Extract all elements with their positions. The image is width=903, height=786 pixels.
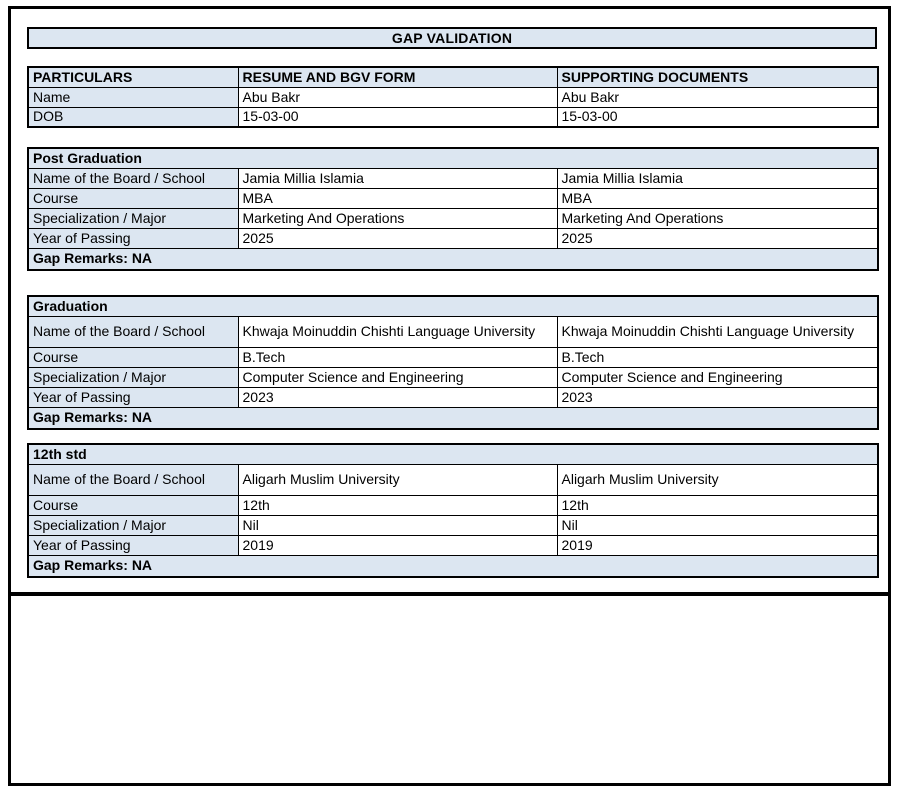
cell-year-resume: 2019 — [238, 535, 557, 555]
cell-year-supporting: 2025 — [557, 228, 878, 248]
field-label-year: Year of Passing — [28, 228, 238, 248]
table-row — [28, 228, 878, 248]
section-title-row — [28, 148, 878, 168]
gap-remarks: Gap Remarks: NA — [28, 555, 878, 577]
column-header-particulars: PARTICULARS — [28, 67, 238, 87]
table-row — [28, 464, 878, 495]
column-header-supporting: SUPPORTING DOCUMENTS — [557, 67, 878, 87]
cell-specialization-resume: Computer Science and Engineering — [238, 367, 557, 387]
page-title: GAP VALIDATION — [391, 30, 513, 46]
cell-board-supporting: Aligarh Muslim University — [557, 464, 878, 495]
field-label-board: Name of the Board / School — [28, 316, 238, 347]
cell-course-resume: 12th — [238, 495, 557, 515]
cell-name-resume: Abu Bakr — [238, 87, 557, 107]
section-title: Graduation — [28, 296, 878, 316]
table-row — [28, 188, 878, 208]
table-row — [28, 208, 878, 228]
table-row — [28, 495, 878, 515]
table-row — [28, 107, 878, 127]
cell-board-supporting: Jamia Millia Islamia — [557, 168, 878, 188]
section-table-graduation — [27, 295, 879, 430]
cell-dob-supporting: 15-03-00 — [557, 107, 878, 127]
cell-year-supporting: 2019 — [557, 535, 878, 555]
gap-remarks-row — [28, 248, 878, 270]
section-title-row — [28, 444, 878, 464]
cell-course-supporting: MBA — [557, 188, 878, 208]
cell-year-supporting: 2023 — [557, 387, 878, 407]
section-title: 12th std — [28, 444, 878, 464]
field-label-course: Course — [28, 495, 238, 515]
field-label-dob: DOB — [28, 107, 238, 127]
cell-course-resume: MBA — [238, 188, 557, 208]
cell-name-supporting: Abu Bakr — [557, 87, 878, 107]
cell-specialization-resume: Nil — [238, 515, 557, 535]
cell-course-supporting: 12th — [557, 495, 878, 515]
gap-remarks: Gap Remarks: NA — [28, 248, 878, 270]
section-table-post-graduation — [27, 147, 879, 271]
cell-course-supporting: B.Tech — [557, 347, 878, 367]
table-row — [28, 347, 878, 367]
gap-remarks: Gap Remarks: NA — [28, 407, 878, 429]
field-label-specialization: Specialization / Major — [28, 515, 238, 535]
table-row — [28, 168, 878, 188]
cell-specialization-supporting: Marketing And Operations — [557, 208, 878, 228]
table-row — [28, 515, 878, 535]
title-bar — [27, 27, 877, 49]
field-label-board: Name of the Board / School — [28, 168, 238, 188]
cell-dob-resume: 15-03-00 — [238, 107, 557, 127]
particulars-header-row — [28, 67, 878, 87]
cell-year-resume: 2023 — [238, 387, 557, 407]
table-row — [28, 87, 878, 107]
field-label-year: Year of Passing — [28, 387, 238, 407]
table-row — [28, 387, 878, 407]
field-label-name: Name — [28, 87, 238, 107]
table-row — [28, 535, 878, 555]
section-title-row — [28, 296, 878, 316]
cell-board-resume: Khwaja Moinuddin Chishti Language University — [238, 316, 557, 347]
bottom-section-divider — [8, 592, 891, 596]
field-label-course: Course — [28, 188, 238, 208]
gap-remarks-row — [28, 407, 878, 429]
cell-specialization-resume: Marketing And Operations — [238, 208, 557, 228]
section-title: Post Graduation — [28, 148, 878, 168]
table-row — [28, 316, 878, 347]
field-label-specialization: Specialization / Major — [28, 208, 238, 228]
cell-course-resume: B.Tech — [238, 347, 557, 367]
section-table-12th-std — [27, 443, 879, 578]
particulars-table — [27, 66, 879, 128]
table-row — [28, 367, 878, 387]
column-header-resume: RESUME AND BGV FORM — [238, 67, 557, 87]
cell-year-resume: 2025 — [238, 228, 557, 248]
field-label-year: Year of Passing — [28, 535, 238, 555]
cell-specialization-supporting: Computer Science and Engineering — [557, 367, 878, 387]
field-label-board: Name of the Board / School — [28, 464, 238, 495]
cell-specialization-supporting: Nil — [557, 515, 878, 535]
field-label-specialization: Specialization / Major — [28, 367, 238, 387]
cell-board-supporting: Khwaja Moinuddin Chishti Language University — [557, 316, 878, 347]
field-label-course: Course — [28, 347, 238, 367]
cell-board-resume: Aligarh Muslim University — [238, 464, 557, 495]
cell-board-resume: Jamia Millia Islamia — [238, 168, 557, 188]
gap-remarks-row — [28, 555, 878, 577]
